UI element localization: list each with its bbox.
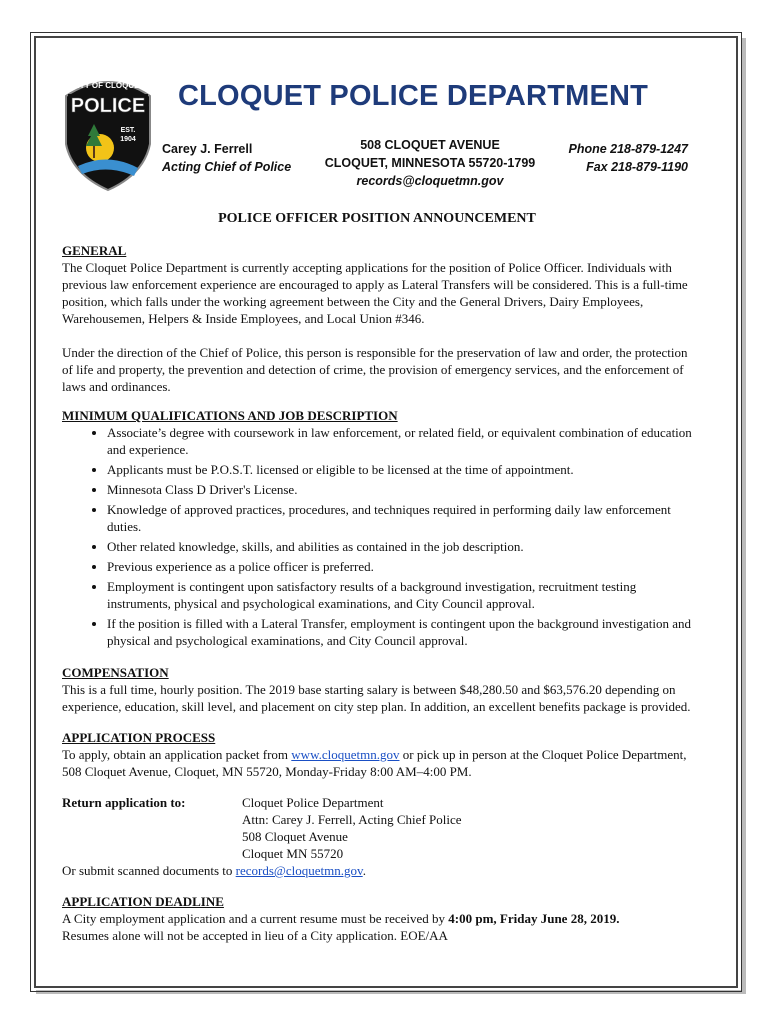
badge-est-text: EST. [120,127,136,134]
police-badge-logo [62,66,154,192]
list-item: • If the position is filled with a Lateral Transfer, employment is contingent upon the background investigation and physical and psychological examinations, and City Council approval. [107,615,692,649]
qualifications-heading: MINIMUM QUALIFICATIONS AND JOB DESCRIPTION [62,408,398,423]
return-lines [242,794,462,862]
return-address-block [62,794,692,862]
scanned-text-end: . [362,863,366,878]
chief-title: Acting Chief of Police [162,160,292,174]
deadline-heading: APPLICATION DEADLINE [62,894,224,909]
return-line: Cloquet Police Department [242,795,384,810]
application-process-paragraph [62,746,692,780]
list-item: • Associate’s degree with coursework in law enforcement, or related field, or equivalent combination of education and experience. [107,424,692,458]
website-link[interactable]: www.cloquetmn.gov [291,747,400,762]
return-label: Return application to: [62,795,186,810]
application-process-heading: APPLICATION PROCESS [62,730,216,745]
document-body [62,210,692,944]
list-item: • Minnesota Class D Driver's License. [107,481,692,498]
email-link[interactable]: records@cloquetmn.gov [235,863,363,878]
return-line: Cloquet MN 55720 [242,846,344,861]
header-email: records@cloquetmn.gov [356,174,504,188]
chief-name: Carey J. Ferrell [162,142,253,156]
phone-number: Phone 218-879-1247 [568,142,688,156]
compensation-paragraph: This is a full time, hourly position. The 2019 base starting salary is between $48,280.50 and $63,576.20 depending on experience, education, skill level, and placement on city step plan. In addition, an excellent benefits package is provided. [62,682,691,714]
scanned-text: Or submit scanned documents to [62,863,236,878]
deadline-date: 4:00 pm, Friday June 28, 2019. [448,911,620,926]
address-line-2: CLOQUET, MINNESOTA 55720-1799 [324,156,536,170]
compensation-heading: COMPENSATION [62,665,169,680]
deadline-paragraph [62,910,692,927]
address-block [320,136,540,190]
application-text-start: To apply, obtain an application packet from [62,747,292,762]
list-item: • Other related knowledge, skills, and abilities as contained in the job description. [107,538,692,555]
fax-number: Fax 218-879-1190 [586,160,688,174]
list-item: • Employment is contingent upon satisfactory results of a background investigation, recruitment testing instruments, physical and psychological examinations, and City Council approval. [107,578,692,612]
scanned-documents-line [62,862,692,879]
return-line: 508 Cloquet Avenue [242,829,348,844]
badge-city-text: CITY OF CLOQUET [71,81,145,90]
contact-block [560,140,688,176]
deadline-line-2: Resumes alone will not be accepted in lieu of a City application. EOE/AA [62,928,448,943]
deadline-text: A City employment application and a current resume must be received by [62,911,449,926]
general-paragraph-1: The Cloquet Police Department is currently accepting applications for the position of Police Officer. Individuals with previous law enforcement experience are encouraged to apply as Lateral Transfers will be considered. This is a full-time position, which falls under the working agreement between the City and the General Drivers, Dairy Employees, Warehousemen, Helpers & Inside Employees, and Local Union #346. [62,260,688,326]
general-heading: GENERAL [62,243,127,258]
list-item: • Knowledge of approved practices, procedures, and techniques required in performing daily law enforcement duties. [107,501,692,535]
page-frame-shadow-right [742,38,746,994]
general-paragraph-2: Under the direction of the Chief of Police, this person is responsible for the preservation of law and order, the protection of life and property, the prevention and detection of crime, the provision of emergency services, and the enforcement of laws and ordinances. [62,345,688,394]
qualifications-list [62,424,692,649]
announcement-title: POLICE OFFICER POSITION ANNOUNCEMENT [218,211,536,226]
chief-block [162,140,291,176]
return-line: Attn: Carey J. Ferrell, Acting Chief Police [242,812,462,827]
address-line-1: 508 CLOQUET AVENUE [360,138,500,152]
application-text-end: or pick up in person at the Cloquet Police Department, 508 Cloquet Avenue, Cloquet, MN 55720, Monday-Friday 8:00 AM–4:00 PM. [62,747,687,779]
badge-year-text: 1904 [120,136,136,143]
badge-police-text: POLICE [70,95,146,117]
department-title: CLOQUET POLICE DEPARTMENT [178,80,649,112]
list-item: • Applicants must be P.O.S.T. licensed or eligible to be licensed at the time of appointment. [107,461,692,478]
list-item: • Previous experience as a police officer is preferred. [107,558,692,575]
